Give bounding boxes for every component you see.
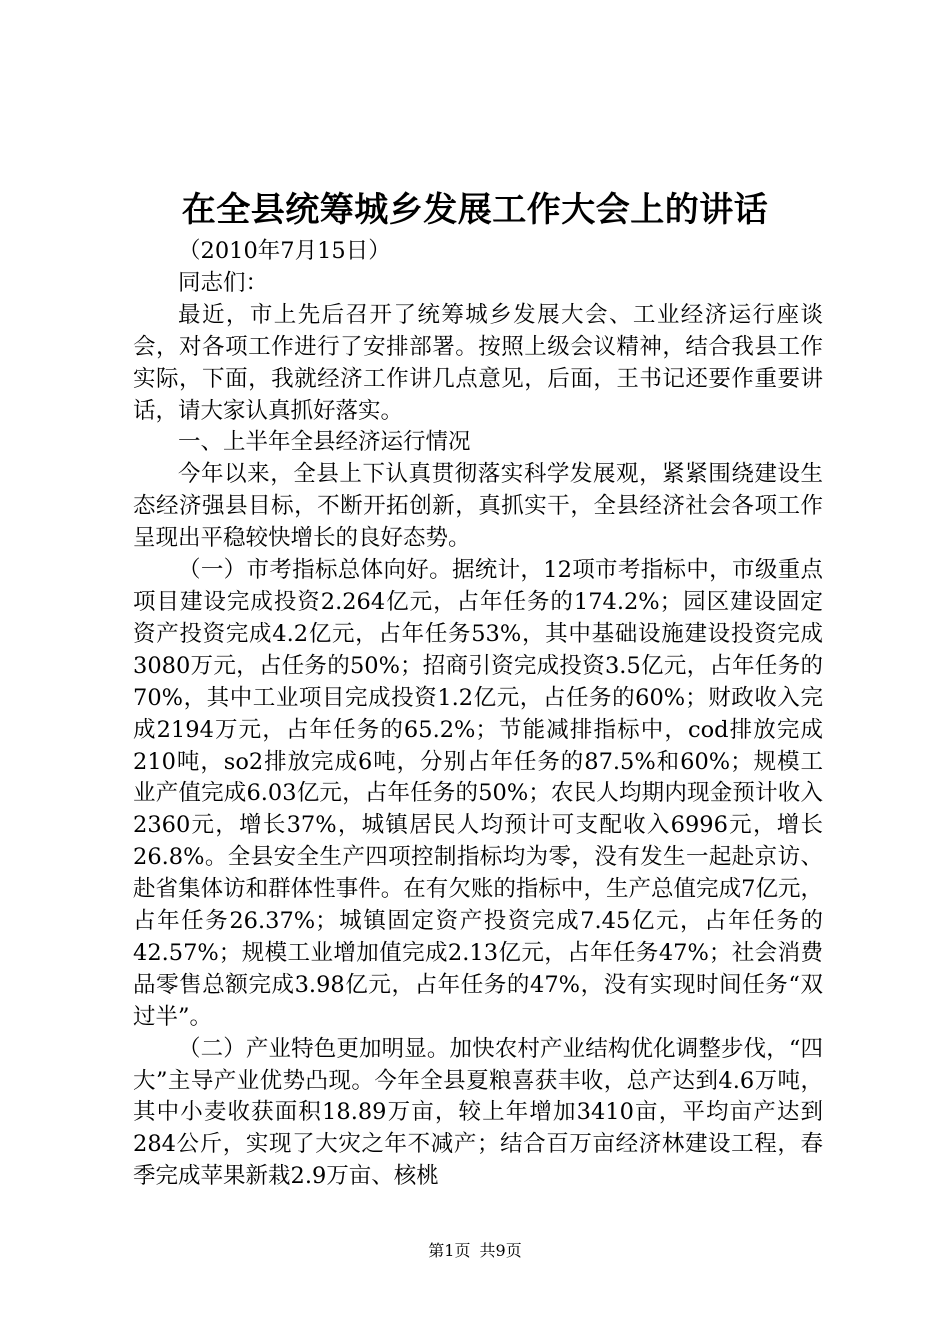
body-paragraph: （一）市考指标总体向好。据统计，12项市考指标中，市级重点项目建设完成投资2.264亿元，占年任务的174.2%；园区建设固定资产投资完成4.2亿元，占年任务53%，其中基础设施建设投资完成3080万元，占任务的50%；招商引资完成投资3.5亿元，占年任务的70%，其中工业项目完成投资1.2亿元，占任务的60%；财政收入完成2194万元，占年任务的65.2%；节能减排指标中，cod排放完成210吨，so2排放完成6吨，分别占年任务的87.5%和60%；规模工业产值完成6.03亿元，占年任务的50%；农民人均期内现金预计收入2360元，增长37%，城镇居民人均预计可支配收入6996元，增长26.8%。全县安全生产四项控制指标均为零，没有发生一起赴京访、赴省集体访和群体性事件。在有欠账的指标中，生产总值完成7亿元，占年任务26.37%；城镇固定资产投资完成7.45亿元，占年任务的42.57%；规模工业增加值完成2.13亿元，占年任务47%；社会消费品零售总额完成3.98亿元，占年任务的47%，没有实现时间任务“双过半”。 — [133, 557, 823, 1030]
page-footer — [0, 1240, 950, 1262]
body-paragraph: 今年以来，全县上下认真贯彻落实科学发展观，紧紧围绕建设生态经济强县目标，不断开拓创新，真抓实干，全县经济社会各项工作呈现出平稳较快增长的良好态势。 — [133, 461, 823, 552]
salutation: 同志们： — [178, 269, 269, 296]
page-number: 第1页 — [428, 1241, 471, 1260]
document-title: 在全县统筹城乡发展工作大会上的讲话 — [181, 190, 769, 230]
body-paragraph: （二）产业特色更加明显。加快农村产业结构优化调整步伐，“四大”主导产业优势凸现。今年全县夏粮喜获丰收，总产达到4.6万吨，其中小麦收获面积18.89万亩，较上年增加3410亩，平均亩产达到284公斤，实现了大灾之年不减产；结合百万亩经济林建设工程，春季完成苹果新栽2.9万亩、核桃 — [133, 1035, 823, 1190]
page-total: 共9页 — [479, 1241, 522, 1260]
document-body — [133, 236, 823, 1193]
body-paragraph: 最近，市上先后召开了统筹城乡发展大会、工业经济运行座谈会，对各项工作进行了安排部署。按照上级会议精神，结合我县工作实际，下面，我就经济工作讲几点意见，后面，王书记还要作重要讲话，请大家认真抓好落实。 — [133, 301, 823, 424]
speech-date: （2010年7月15日） — [178, 238, 391, 264]
section-heading: 一、上半年全县经济运行情况 — [178, 429, 471, 456]
